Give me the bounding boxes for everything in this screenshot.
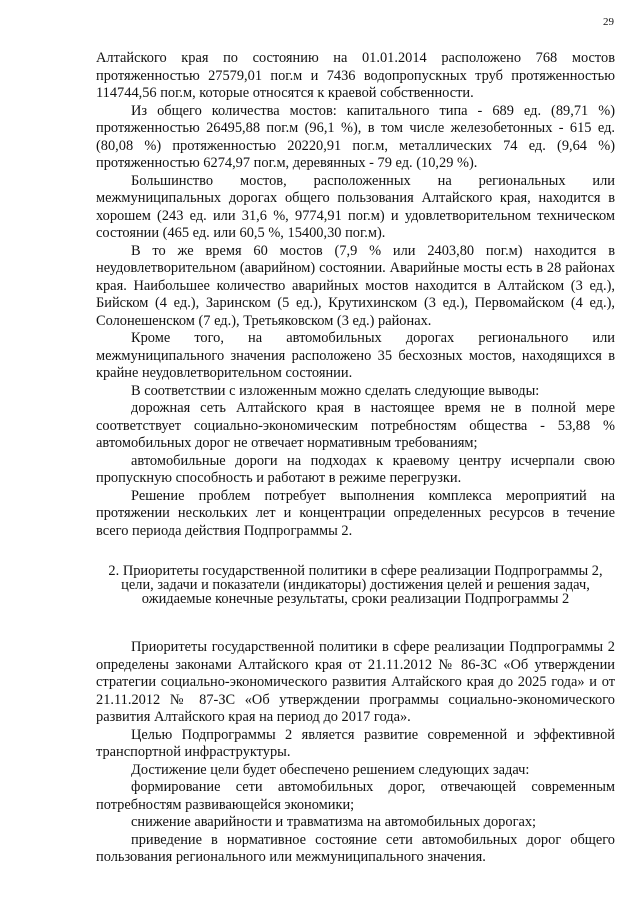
paragraph-priorities: Приоритеты государственной политики в сфере реализации Подпрограммы 2 определены законами Алтайского края от 21.11.2012 № 86-ЗС «Об утверждении стратегии социально-экономического развития Алтайского края до 2025 года» и от 21.11.2012 № 87-ЗС «Об утверждении программы социально-экономического развития Алтайского края на период до 2017 года».	[96, 639, 615, 725]
paragraph-conclusion-road-network: дорожная сеть Алтайского края в настоящее время не в полной мере соответствует социально-экономическим потребностям общества - 53,88 % автомобильных дорог не отвечает нормативным требованиям;	[96, 400, 615, 451]
paragraph-task-normative: приведение в нормативное состояние сети автомобильных дорог общего пользования регионального или межмуниципального значения.	[96, 831, 615, 865]
paragraph-bridges-condition: Большинство мостов, расположенных на региональных или межмуниципальных дорогах общего пользования Алтайского края, находится в хорошем (243 ед. или 31,6 %, 9774,91 пог.м) и удовлетворительном техническом состоянии (465 ед. или 60,5 %, 15400,30 пог.м).	[96, 172, 615, 241]
paragraph-emergency-bridges: В то же время 60 мостов (7,9 % или 2403,80 пог.м) находится в неудовлетворительном (аварийном) состоянии. Аварийные мосты есть в 28 районах края. Наибольшее количество аварийных мостов находится в Алтайском (3 ед.), Бийском (4 ед.), Заринском (5 ед.), Крутихинском (3 ед.), Первомайском (4 ед.), Солонешенском (7 ед.), Третьяковском (3 ед.) районах.	[96, 242, 615, 329]
paragraph-conclusions-intro: В соответствии с изложенным можно сделать следующие выводы:	[131, 382, 540, 399]
paragraph-task-accidents: снижение аварийности и травматизма на автомобильных дорогах;	[131, 814, 537, 830]
paragraph-tasks-intro: Достижение цели будет обеспечено решением следующих задач:	[131, 761, 530, 778]
section-heading: 2. Приоритеты государственной политики в сфере реализации Подпрограммы 2, цели, задачи и показатели (индикаторы) достижения целей и решения задач, ожидаемые конечные результаты, сроки реализации Подпрограммы 2	[108, 563, 603, 607]
paragraph-solution: Решение проблем потребует выполнения комплекса мероприятий на протяжении нескольких лет и концентрации определенных ресурсов в течение всего периода действия Подпрограммы 2.	[96, 487, 615, 539]
paragraph-task-network: формирование сети автомобильных дорог, отвечающей современным потребностям развивающейся экономики;	[96, 779, 615, 813]
page-number: 29	[603, 16, 614, 28]
document-body	[96, 50, 615, 867]
paragraph-conclusion-capacity: автомобильные дороги на подходах к краевому центру исчерпали свою пропускную способность и работают в режиме перегрузки.	[96, 452, 615, 486]
paragraph-goal: Целью Подпрограммы 2 является развитие современной и эффективной транспортной инфраструктуры.	[96, 726, 615, 760]
paragraph-bridges-total: Алтайского края по состоянию на 01.01.2014 расположено 768 мостов протяженностью 27579,01 пог.м и 7436 водопропускных труб протяженностью 114744,56 пог.м, которые относятся к краевой собственности.	[96, 50, 615, 101]
paragraph-bridges-types: Из общего количества мостов: капитального типа - 689 ед. (89,71 %) протяженностью 26495,88 пог.м (96,1 %), в том числе железобетонных - 615 ед. (80,08 %) протяженностью 20220,91 пог.м, металлических 74 ед. (9,64 %) протяженностью 6274,97 пог.м, деревянных - 79 ед. (10,29 %).	[96, 102, 615, 171]
paragraph-ownerless-bridges: Кроме того, на автомобильных дорогах регионального или межмуниципального значения расположено 35 бесхозных мостов, находящихся в крайне неудовлетворительном состоянии.	[96, 330, 615, 381]
